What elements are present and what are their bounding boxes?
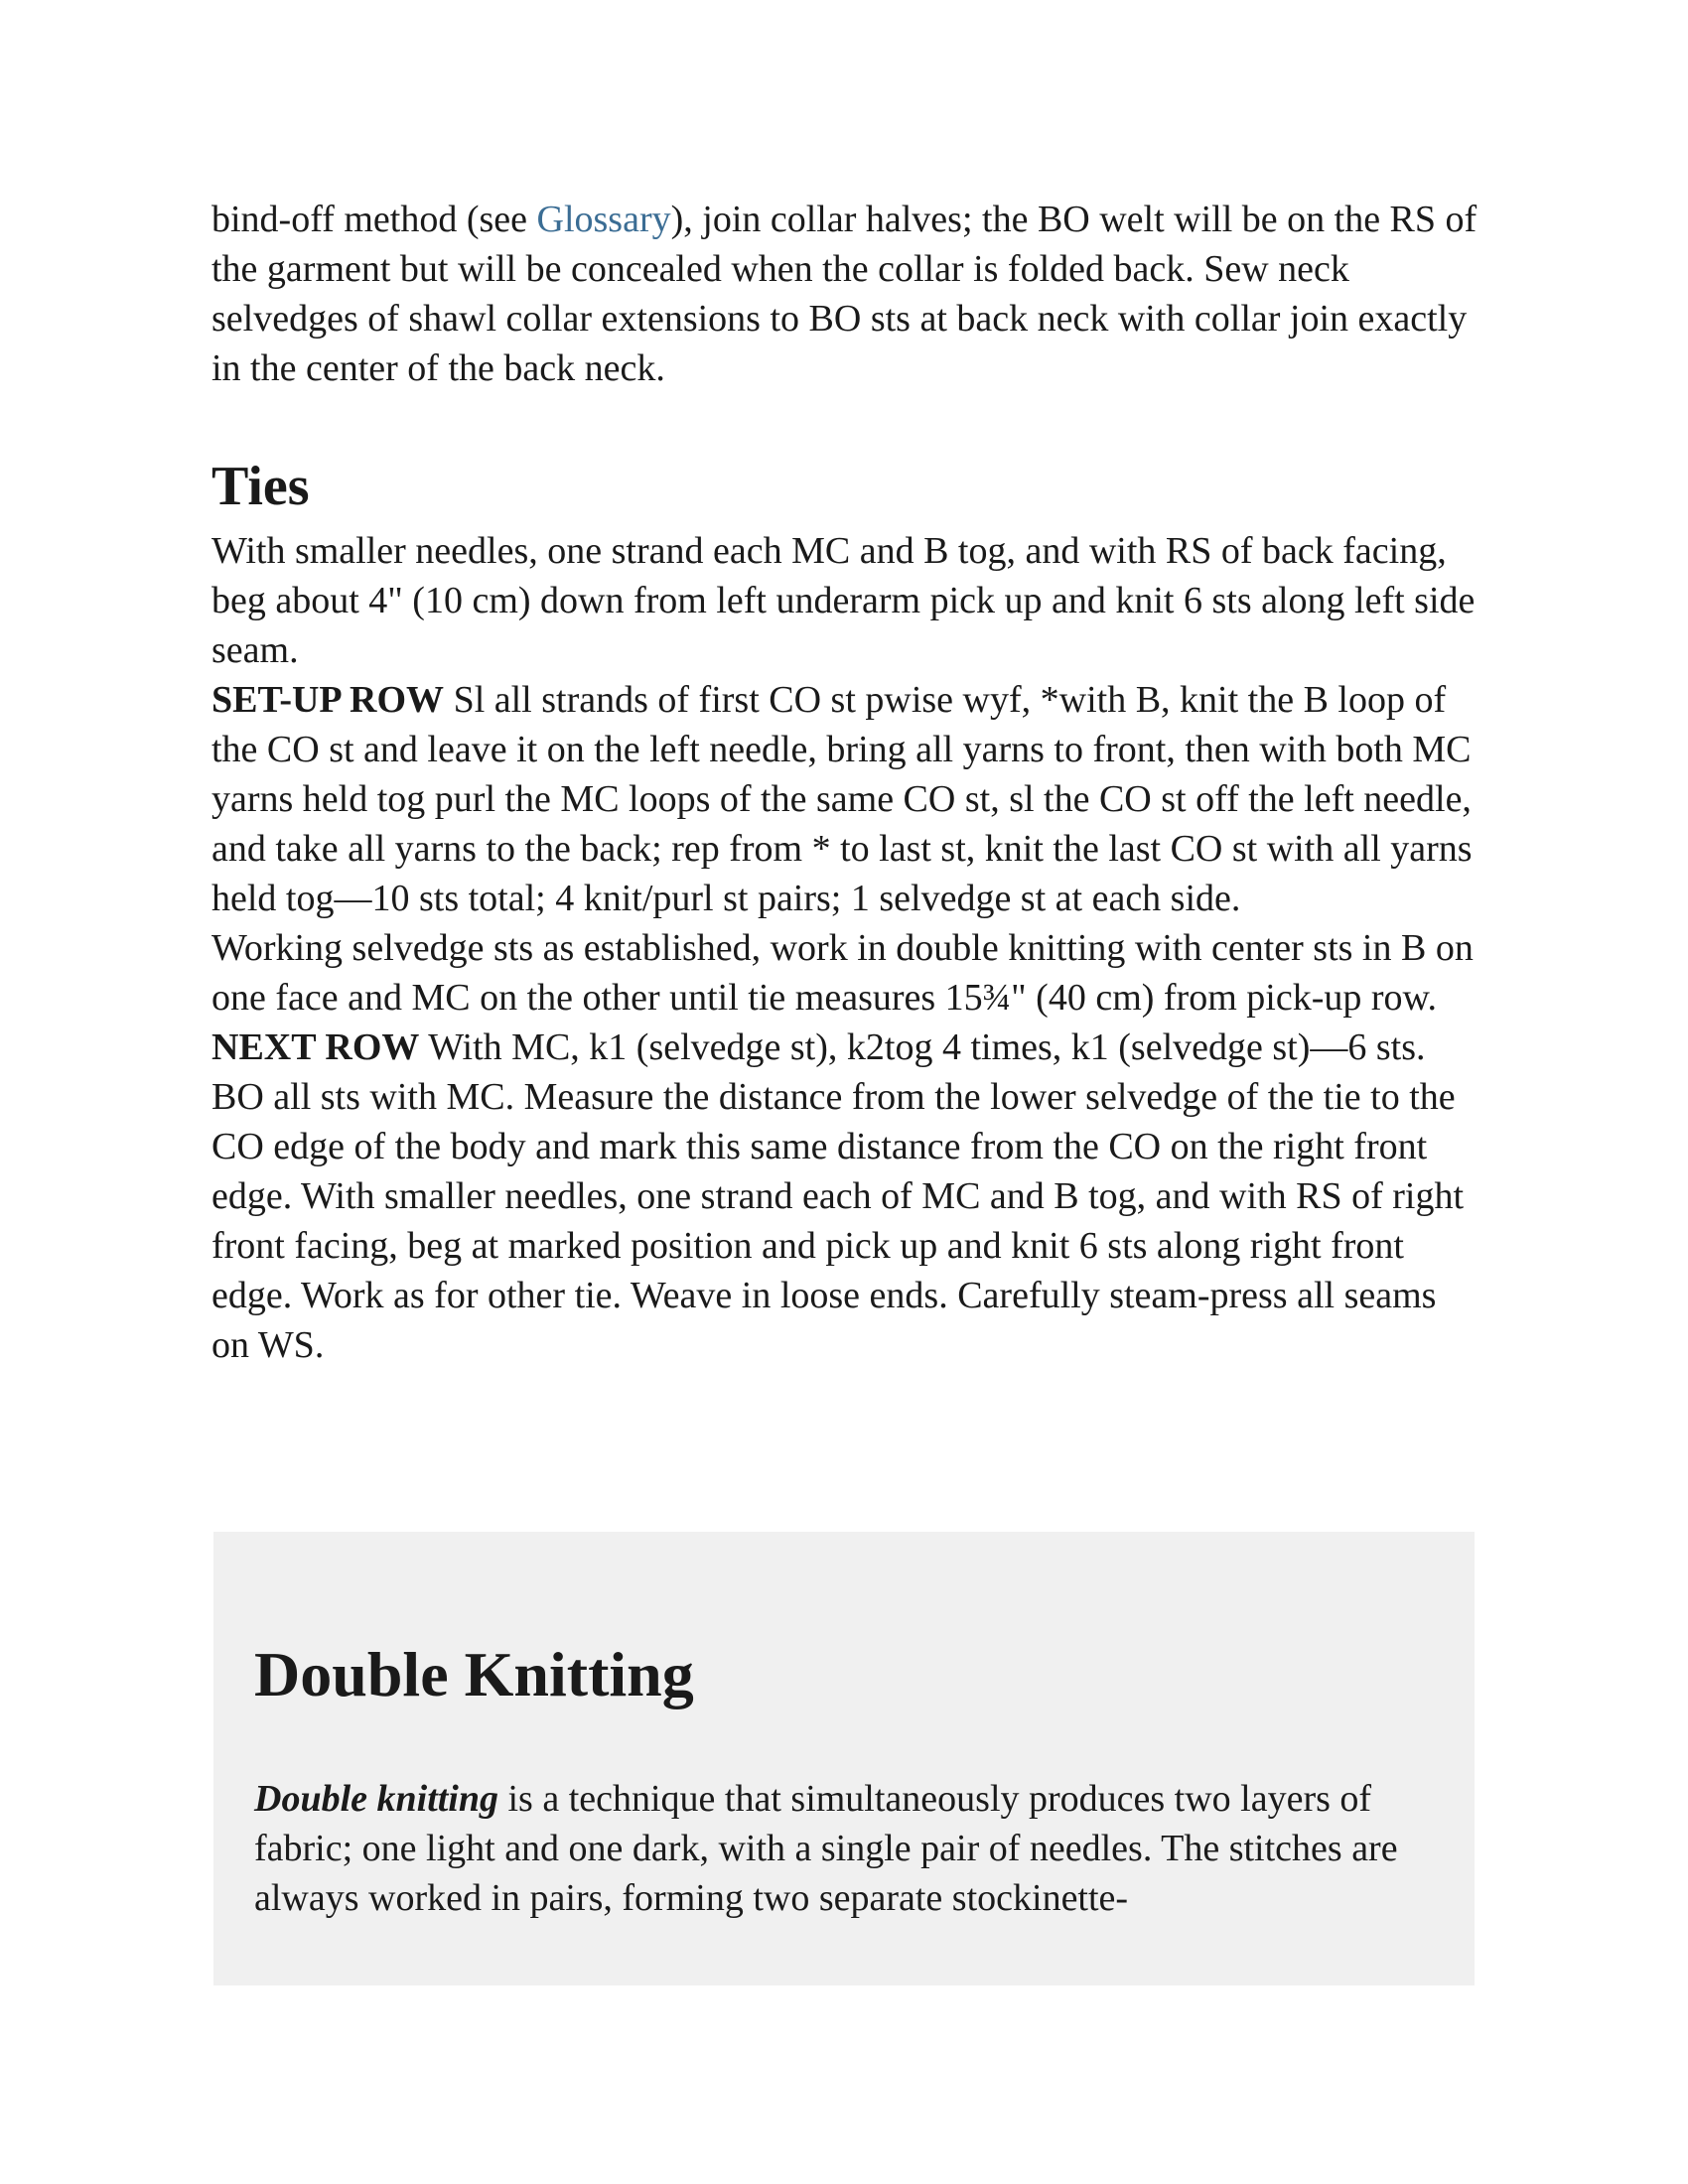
ties-paragraph-next-row <box>211 1023 1477 1370</box>
sidebar-paragraph <box>254 1774 1434 1923</box>
next-row-label: NEXT ROW <box>211 1026 420 1068</box>
next-row-text: With MC, k1 (selvedge st), k2tog 4 times, k1 (selvedge st)—6 sts. BO all sts with MC. Measure the distance from the lower selvedge of the tie to the CO edge of the body and mark this same distance from the CO on the right front edge. With smaller needles, one strand each of MC and B tog, and with RS of right front facing, beg at marked position and pick up and knit 6 sts along right front edge. Work as for other tie. Weave in loose ends. Carefully steam-press all seams on WS. <box>211 1026 1465 1366</box>
double-knitting-sidebar <box>213 1532 1475 1985</box>
setup-row-text: Sl all strands of first CO st pwise wyf, *with B, knit the B loop of the CO st and leave it on the left needle, bring all yarns to front, then with both MC yarns held tog purl the MC loops of the same CO st, sl the CO st off the left needle, and take all yarns to the back; rep from * to last st, knit the last CO st with all yarns held tog—10 sts total; 4 knit/purl st pairs; 1 selvedge st at each side. <box>211 679 1473 919</box>
sidebar-heading: Double Knitting <box>254 1639 694 1709</box>
ties-paragraph-setup-row <box>211 675 1477 923</box>
intro-paragraph <box>211 195 1477 393</box>
ties-heading: Ties <box>211 456 310 517</box>
ties-paragraph-pickup: With smaller needles, one strand each MC and B tog, and with RS of back facing, beg about 4" (10 cm) down from left underarm pick up and knit 6 sts along left side seam. <box>211 530 1476 671</box>
sidebar-term: Double knitting <box>254 1778 498 1820</box>
intro-text-after-link: ), join collar halves; the BO welt will be on the RS of the garment but will be concealed when the collar is folded back. Sew neck selvedges of shawl collar extensions to BO sts at back neck with collar join exactly in the center of the back neck. <box>211 199 1477 389</box>
page-content <box>211 195 1477 1370</box>
sidebar-text: is a technique that simultaneously produces two layers of fabric; one light and one dark, with a single pair of needles. The stitches are always worked in pairs, forming two separate stockinette- <box>254 1778 1398 1919</box>
intro-text-before-link: bind-off method (see <box>211 199 537 240</box>
glossary-link[interactable]: Glossary <box>536 199 671 240</box>
setup-row-label: SET-UP ROW <box>211 679 445 721</box>
sidebar-content <box>254 1637 1434 1923</box>
ties-paragraph-double-knitting: Working selvedge sts as established, work in double knitting with center sts in B on one face and MC on the other until tie measures 15¾" (40 cm) from pick-up row. <box>211 927 1474 1019</box>
